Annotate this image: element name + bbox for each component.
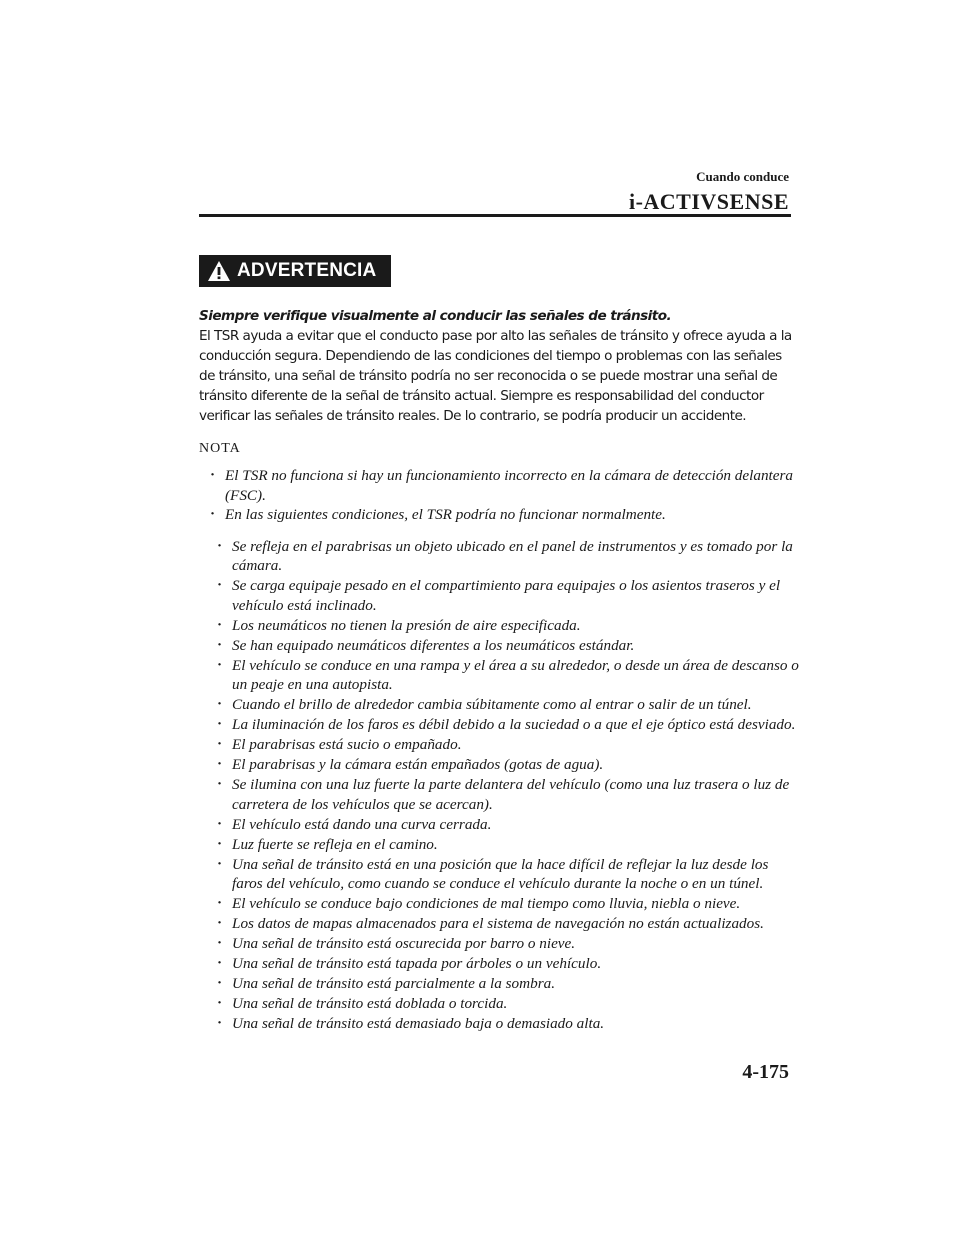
page-header [629,169,789,215]
condition-item: · El vehículo está dando una curva cerrada. [217,815,800,835]
warning-triangle-icon [207,259,233,283]
condition-item: · Una señal de tránsito está parcialmente a la sombra. [217,974,800,994]
condition-item: · Se ilumina con una luz fuerte la parte delantera del vehículo (como una luz trasera o luz de carretera de los vehículos que se acercan). [217,775,800,814]
section-label: Cuando conduce [696,169,789,184]
condition-item: · Una señal de tránsito está tapada por árboles o un vehículo. [217,954,800,974]
page-number: 4-175 [742,1061,789,1083]
condition-item: · Una señal de tránsito está oscurecida por barro o nieve. [217,934,800,954]
condition-item: · La iluminación de los faros es débil debido a la suciedad o a que el eje óptico está desviado. [217,715,800,735]
warning-banner [199,255,391,287]
condition-item: · Una señal de tránsito está doblada o torcida. [217,994,800,1014]
nota-item: · En las siguientes condiciones, el TSR podría no funcionar normalmente. [210,505,800,525]
nota-item: · El TSR no funciona si hay un funcionamiento incorrecto en la cámara de detección delantera (FSC). [210,466,800,505]
condition-item: · Una señal de tránsito está demasiado baja o demasiado alta. [217,1014,800,1034]
header-divider [199,214,791,217]
warning-body: El TSR ayuda a evitar que el conducto pase por alto las señales de tránsito y ofrece ayuda a la conducción segura. Dependiendo de las condiciones del tiempo o problemas con las señales de tránsito, una señal de tránsito podría no ser reconocida o se puede mostrar una señal de tránsito diferente de la señal de tránsito actual. Siempre es responsabilidad del conductor verificar las señales de tránsito reales. De lo contrario, se podría producir un accidente. [199,328,792,424]
chapter-title: i-ACTIVSENSE [628,189,789,214]
condition-item: · El parabrisas y la cámara están empañados (gotas de agua). [217,755,800,775]
condition-item: · Una señal de tránsito está en una posición que la hace difícil de reflejar la luz desde los faros del vehículo, como cuando se conduce el vehículo durante la noche o en un túnel. [217,855,800,894]
condition-item: · Se carga equipaje pesado en el compartimiento para equipajes o los asientos traseros y el vehículo está inclinado. [217,576,800,615]
condition-item: · Los neumáticos no tienen la presión de aire especificada. [217,616,800,636]
conditions-list [217,537,800,1034]
condition-item: · Luz fuerte se refleja en el camino. [217,835,800,855]
warning-text [199,306,799,426]
warning-title: ADVERTENCIA [237,260,377,281]
condition-item: · Se refleja en el parabrisas un objeto ubicado en el panel de instrumentos y es tomado por la cámara. [217,537,800,576]
condition-item: · El parabrisas está sucio o empañado. [217,735,800,755]
condition-item: · Los datos de mapas almacenados para el sistema de navegación no están actualizados. [217,914,800,934]
nota-label: NOTA [199,441,241,456]
condition-item: · Cuando el brillo de alrededor cambia súbitamente como al entrar o salir de un túnel. [217,695,800,715]
condition-item: · El vehículo se conduce bajo condiciones de mal tiempo como lluvia, niebla o nieve. [217,894,800,914]
condition-item: · Se han equipado neumáticos diferentes a los neumáticos estándar. [217,636,800,656]
warning-lead: Siempre verifique visualmente al conducir las señales de tránsito. [199,308,672,324]
condition-item: · El vehículo se conduce en una rampa y el área a su alrededor, o desde un área de descanso o un peaje en una autopista. [217,656,800,695]
nota-list [210,466,800,1034]
